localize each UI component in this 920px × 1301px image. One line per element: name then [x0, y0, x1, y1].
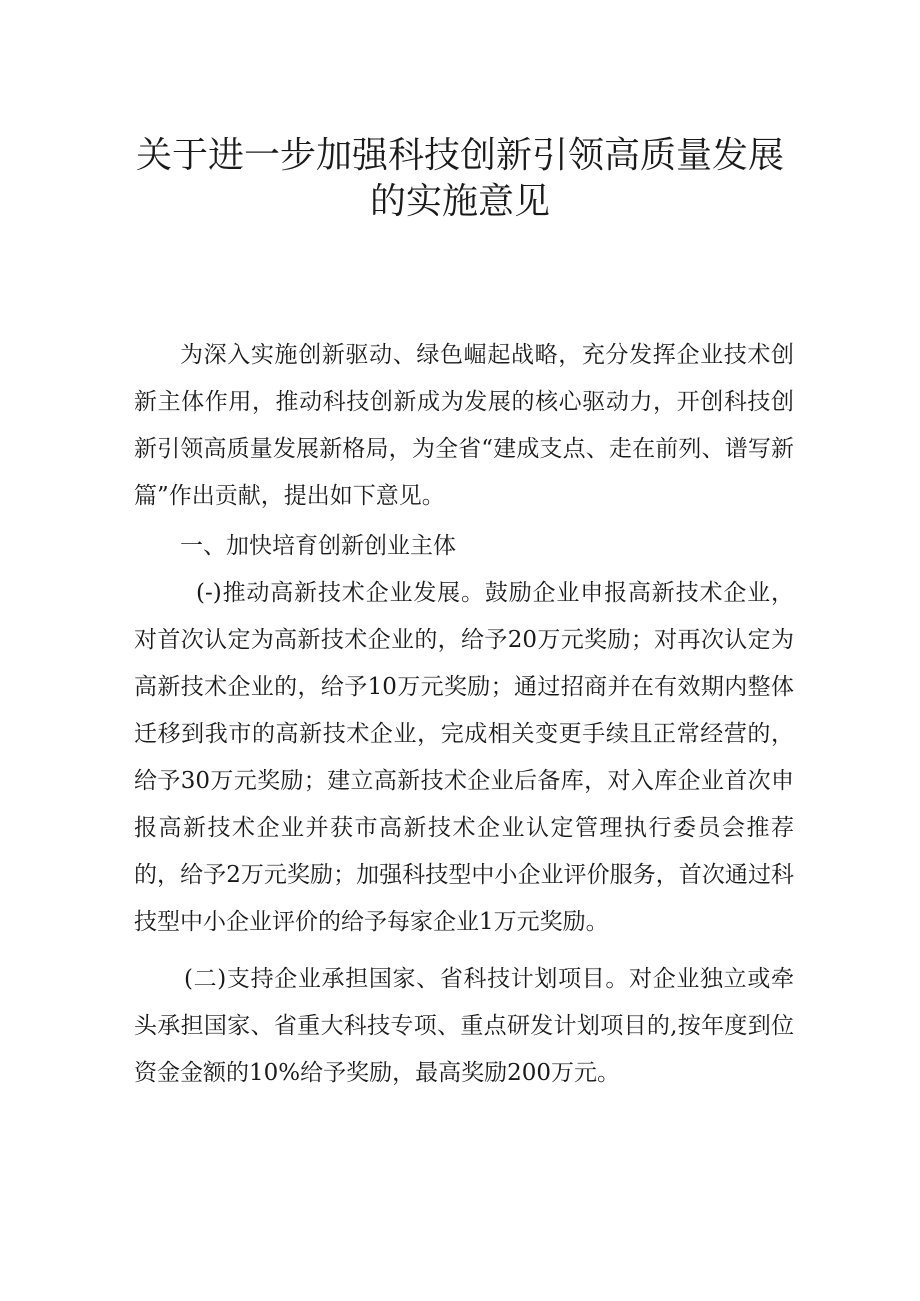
- intro-paragraph: 为深入实施创新驱动、绿色崛起战略，充分发挥企业技术创新主体作用，推动科技创新成为发展的核心驱动力，开创科技创新引领高质量发展新格局，为全省“建成支点、走在前列、谱写新篇”作出贡献，提出如下意见。: [134, 342, 794, 509]
- document-title-line-2: 的实施意见: [369, 181, 550, 222]
- document-title-line-1: 关于进一步加强科技创新引领高质量发展: [135, 135, 784, 176]
- item-2-paragraph: (二)支持企业承担国家、省科技计划项目。对企业独立或牵头承担国家、省重大科技专项、重点研发计划项目的,按年度到位资金金额的10%给予奖励，最高奖励200万元。: [134, 966, 794, 1086]
- item-1-paragraph: (-)推动高新技术企业发展。鼓励企业申报高新技术企业，对首次认定为高新技术企业的，给予20万元奖励；对再次认定为高新技术企业的，给予10万元奖励；通过招商并在有效期内整体迁移到我市的高新技术企业，完成相关变更手续且正常经营的，给予30万元奖励；建立高新技术企业后备库，对入库企业首次申报高新技术企业并获市高新技术企业认定管理执行委员会推荐的，给予2万元奖励；加强科技型中小企业评价服务，首次通过科技型中小企业评价的给予每家企业1万元奖励。: [134, 580, 794, 935]
- section-1-heading: 一、加快培育创新创业主体: [180, 533, 456, 559]
